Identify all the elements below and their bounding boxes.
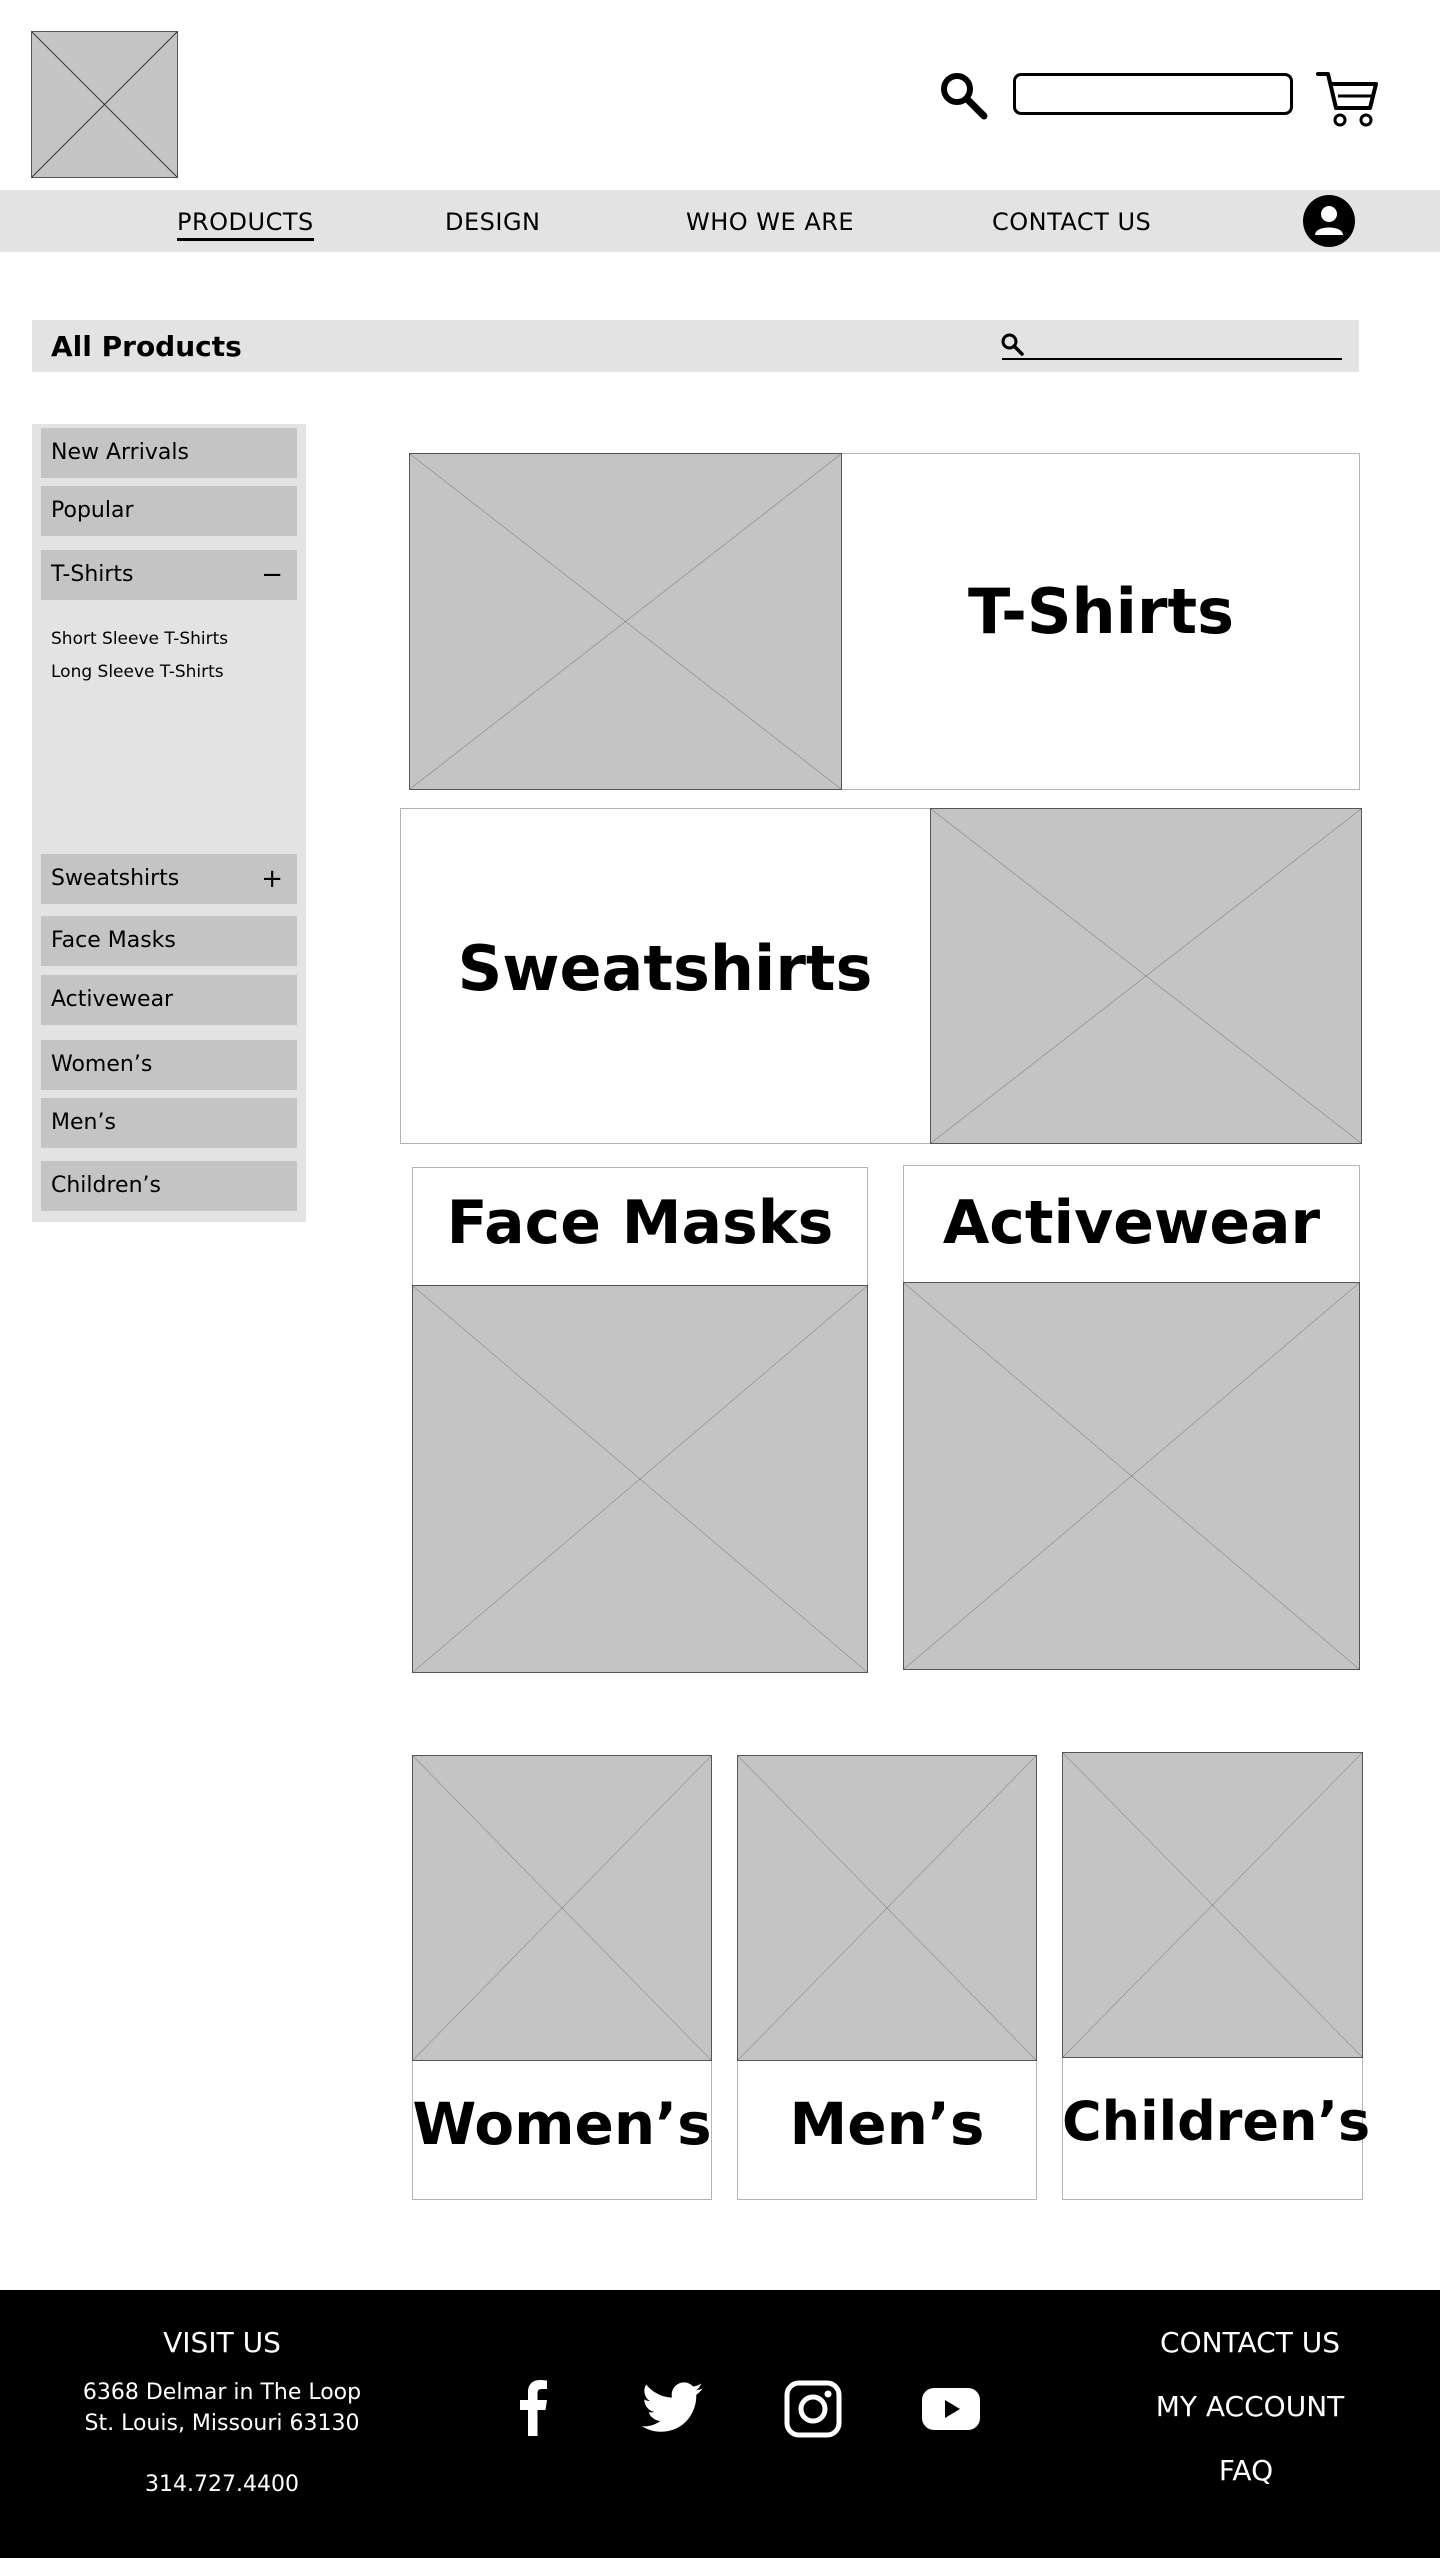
facebook-icon[interactable] bbox=[510, 2378, 558, 2436]
footer-link-contact-us[interactable]: CONTACT US bbox=[1160, 2326, 1340, 2359]
sidebar-item-t-shirts[interactable] bbox=[41, 550, 297, 600]
sidebar-item-childrens[interactable] bbox=[41, 1161, 297, 1211]
sidebar-subitem-short-sleeve[interactable]: Short Sleeve T-Shirts bbox=[51, 629, 229, 649]
nav-contact-us[interactable]: CONTACT US bbox=[992, 208, 1152, 236]
childrens-image bbox=[1062, 1752, 1363, 2058]
womens-image bbox=[412, 1755, 712, 2061]
sidebar-item-label: Sweatshirts bbox=[51, 866, 180, 891]
tshirts-image bbox=[409, 453, 842, 790]
address-line-1: 6368 Delmar in The Loop bbox=[82, 2380, 362, 2405]
sidebar-subitem-long-sleeve[interactable]: Long Sleeve T-Shirts bbox=[51, 662, 224, 682]
sidebar-item-mens[interactable] bbox=[41, 1098, 297, 1148]
product-search-icon[interactable] bbox=[1000, 332, 1024, 356]
category-title-womens: Women’s bbox=[412, 2090, 712, 2158]
product-search-input[interactable] bbox=[1002, 358, 1342, 360]
logo[interactable] bbox=[31, 31, 178, 178]
footer bbox=[0, 2290, 1440, 2558]
phone-number[interactable]: 314.727.4400 bbox=[145, 2472, 299, 2497]
sidebar-item-activewear[interactable] bbox=[41, 975, 297, 1025]
category-title-tshirts: T-Shirts bbox=[967, 575, 1235, 648]
visit-us-heading: VISIT US bbox=[163, 2326, 281, 2359]
search-icon[interactable] bbox=[938, 70, 988, 120]
category-title-activewear: Activewear bbox=[942, 1188, 1321, 1258]
category-title-childrens: Children’s bbox=[1062, 2090, 1371, 2153]
sidebar-item-new-arrivals[interactable] bbox=[41, 428, 297, 478]
nav-products[interactable]: PRODUCTS bbox=[177, 208, 314, 241]
twitter-icon[interactable] bbox=[642, 2382, 704, 2434]
instagram-icon[interactable] bbox=[784, 2380, 842, 2438]
sidebar-item-label: Men’s bbox=[51, 1110, 116, 1135]
sidebar-item-label: Women’s bbox=[51, 1052, 153, 1077]
category-title-face-masks: Face Masks bbox=[446, 1188, 834, 1258]
account-icon[interactable] bbox=[1303, 195, 1355, 247]
footer-link-my-account[interactable]: MY ACCOUNT bbox=[1155, 2390, 1345, 2423]
footer-link-faq[interactable]: FAQ bbox=[1218, 2454, 1274, 2487]
sweatshirts-image bbox=[930, 808, 1362, 1144]
activewear-image bbox=[903, 1282, 1360, 1670]
page-title: All Products bbox=[51, 330, 242, 363]
category-title-sweatshirts: Sweatshirts bbox=[457, 932, 873, 1005]
nav-design[interactable]: DESIGN bbox=[445, 208, 541, 236]
face-masks-image bbox=[412, 1285, 868, 1673]
sidebar-item-label: Children’s bbox=[51, 1173, 161, 1198]
main-nav bbox=[0, 190, 1440, 252]
sidebar-item-sweatshirts[interactable] bbox=[41, 854, 297, 904]
expand-icon[interactable]: + bbox=[261, 864, 283, 894]
sidebar-item-popular[interactable] bbox=[41, 486, 297, 536]
address-line-2: St. Louis, Missouri 63130 bbox=[84, 2411, 360, 2436]
sidebar-item-label: Activewear bbox=[51, 987, 174, 1012]
sidebar-item-face-masks[interactable] bbox=[41, 916, 297, 966]
category-title-mens: Men’s bbox=[789, 2090, 985, 2158]
sidebar-item-label: Face Masks bbox=[51, 928, 176, 953]
cart-icon[interactable] bbox=[1316, 70, 1380, 128]
search-input[interactable] bbox=[1013, 73, 1293, 115]
sidebar-item-label: New Arrivals bbox=[51, 440, 189, 465]
nav-who-we-are[interactable]: WHO WE ARE bbox=[686, 208, 855, 236]
sidebar-item-label: T-Shirts bbox=[51, 562, 134, 587]
sidebar-item-label: Popular bbox=[51, 498, 134, 523]
collapse-icon[interactable]: − bbox=[261, 560, 283, 590]
mens-image bbox=[737, 1755, 1037, 2061]
sidebar-item-womens[interactable] bbox=[41, 1040, 297, 1090]
all-products-bar bbox=[32, 320, 1359, 372]
youtube-icon[interactable] bbox=[922, 2388, 980, 2430]
category-sidebar bbox=[32, 424, 306, 1222]
